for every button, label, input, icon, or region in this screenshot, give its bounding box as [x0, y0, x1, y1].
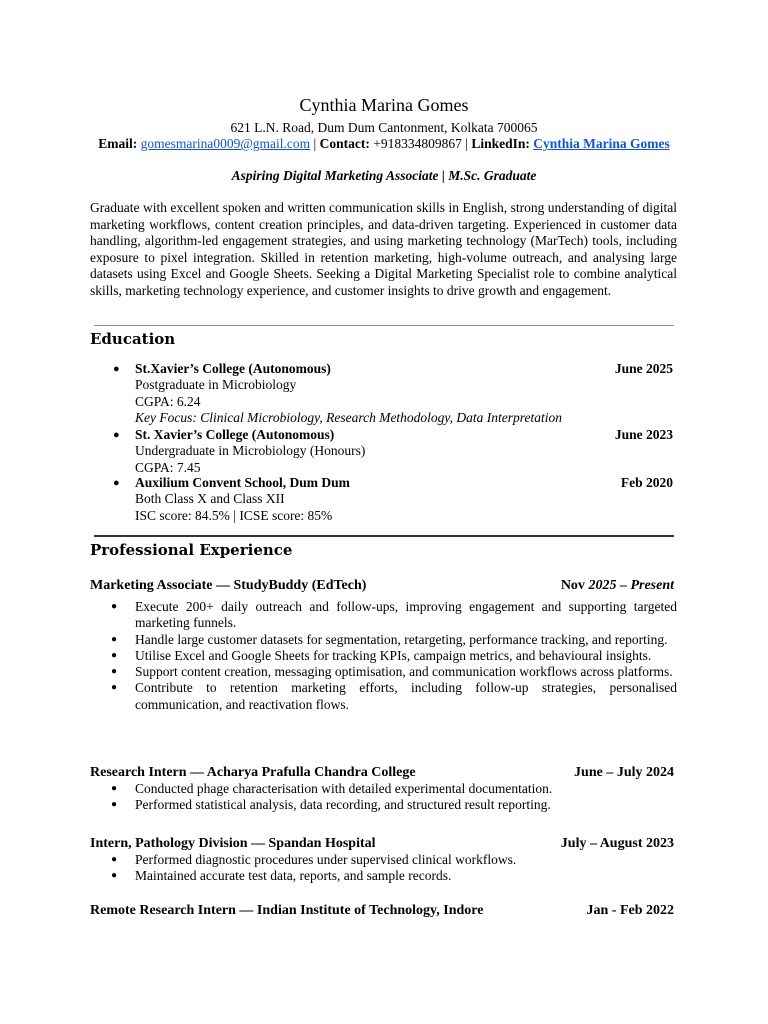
score: ISC score: 84.5% | ICSE score: 85%	[135, 507, 333, 523]
address: 621 L.N. Road, Dum Dum Cantonment, Kolkata 700065	[230, 120, 538, 135]
separator: |	[310, 136, 320, 151]
job-date: Jan - Feb 2022	[586, 903, 674, 918]
divider	[94, 325, 674, 326]
candidate-name: Cynthia Marina Gomes	[299, 95, 469, 115]
phone-number: +918334809867	[369, 136, 466, 151]
institution: St. Xavier’s College (Autonomous)	[135, 427, 335, 442]
divider	[94, 535, 674, 537]
job-date: Nov 2025 – Present	[560, 578, 674, 593]
list-item: ● Contribute to retention marketing efforts, including follow-up strategies, personalised communication, and reactivation flows.	[110, 680, 677, 713]
education-item	[113, 427, 673, 476]
job-bullets	[110, 781, 677, 814]
list-item: ● Utilise Excel and Google Sheets for tracking KPIs, campaign metrics, and behavioural insights.	[110, 648, 677, 664]
job-title: Remote Research Intern — Indian Institute of Technology, Indore	[90, 903, 484, 918]
list-item: ● Support content creation, messaging optimisation, and communication workflows across platforms.	[110, 664, 677, 680]
education-heading: Education	[90, 330, 176, 348]
key-focus: Key Focus: Clinical Microbiology, Research Methodology, Data Interpretation	[135, 409, 563, 425]
education-item	[113, 361, 673, 426]
list-item: ● Performed diagnostic procedures under supervised clinical workflows.	[110, 852, 677, 868]
institution: St.Xavier’s College (Autonomous)	[135, 361, 331, 376]
score: CGPA: 7.45	[135, 459, 201, 475]
list-item: ● Performed statistical analysis, data recording, and structured result reporting.	[110, 797, 677, 813]
job-header	[90, 764, 674, 781]
degree: Undergraduate in Microbiology (Honours)	[135, 443, 366, 459]
bullet-icon: ●	[113, 363, 120, 375]
list-item: ● Handle large customer datasets for segmentation, retargeting, performance tracking, and reporting.	[110, 632, 677, 648]
job-title: Marketing Associate — StudyBuddy (EdTech)	[90, 578, 367, 593]
job-title: Intern, Pathology Division — Spandan Hospital	[90, 836, 376, 851]
job-header	[90, 577, 674, 594]
job-title: Research Intern — Acharya Prafulla Chandra College	[90, 765, 416, 780]
education-date: June 2023	[614, 427, 673, 442]
institution: Auxilium Convent School, Dum Dum	[135, 475, 350, 490]
education-item	[113, 475, 673, 524]
job-bullets	[110, 599, 677, 713]
degree: Postgraduate in Microbiology	[135, 377, 297, 393]
job-date: July – August 2023	[560, 836, 674, 851]
separator: |	[465, 136, 472, 151]
bullet-icon: ●	[113, 477, 120, 489]
linkedin-link[interactable]: Cynthia Marina Gomes	[533, 136, 670, 151]
job-bullets	[110, 852, 677, 885]
list-item: ● Conducted phage characterisation with detailed experimental documentation.	[110, 781, 677, 797]
linkedin-label: LinkedIn:	[471, 136, 530, 151]
bullet-icon: ●	[113, 429, 120, 441]
score: CGPA: 6.24	[135, 393, 201, 409]
summary: Graduate with excellent spoken and written communication skills in English, strong understanding of digital marketing workflows, content creation principles, and data-driven targeting. Experienced in customer data handling, algorithm-led engagement strategies, and using marketing technology (MarTech) tools, including exposure to pixel integration. Skilled in retention marketing, high-volume outreach, and analysing large datasets using Excel and Google Sheets. Seeking a Digital Marketing Specialist role to combine analytical skills, marketing technology experience, and customer insights to drive growth and engagement.	[90, 200, 677, 298]
job-header	[90, 902, 674, 919]
job-header	[90, 835, 674, 852]
list-item: ● Maintained accurate test data, reports, and sample records.	[110, 868, 677, 884]
degree: Both Class X and Class XII	[135, 491, 285, 507]
education-date: June 2025	[614, 361, 673, 376]
list-item: ● Execute 200+ daily outreach and follow-ups, improving engagement and supporting targeted marketing funnels.	[110, 599, 677, 632]
experience-heading: Professional Experience	[90, 541, 293, 559]
job-date: June – July 2024	[574, 765, 674, 780]
tagline: Aspiring Digital Marketing Associate | M.Sc. Graduate	[231, 168, 537, 183]
contact-line	[0, 135, 768, 152]
contact-label: Contact:	[319, 136, 370, 151]
education-date: Feb 2020	[620, 475, 673, 490]
email-link[interactable]: gomesmarina0009@gmail.com	[140, 136, 311, 151]
email-label: Email:	[98, 136, 138, 151]
